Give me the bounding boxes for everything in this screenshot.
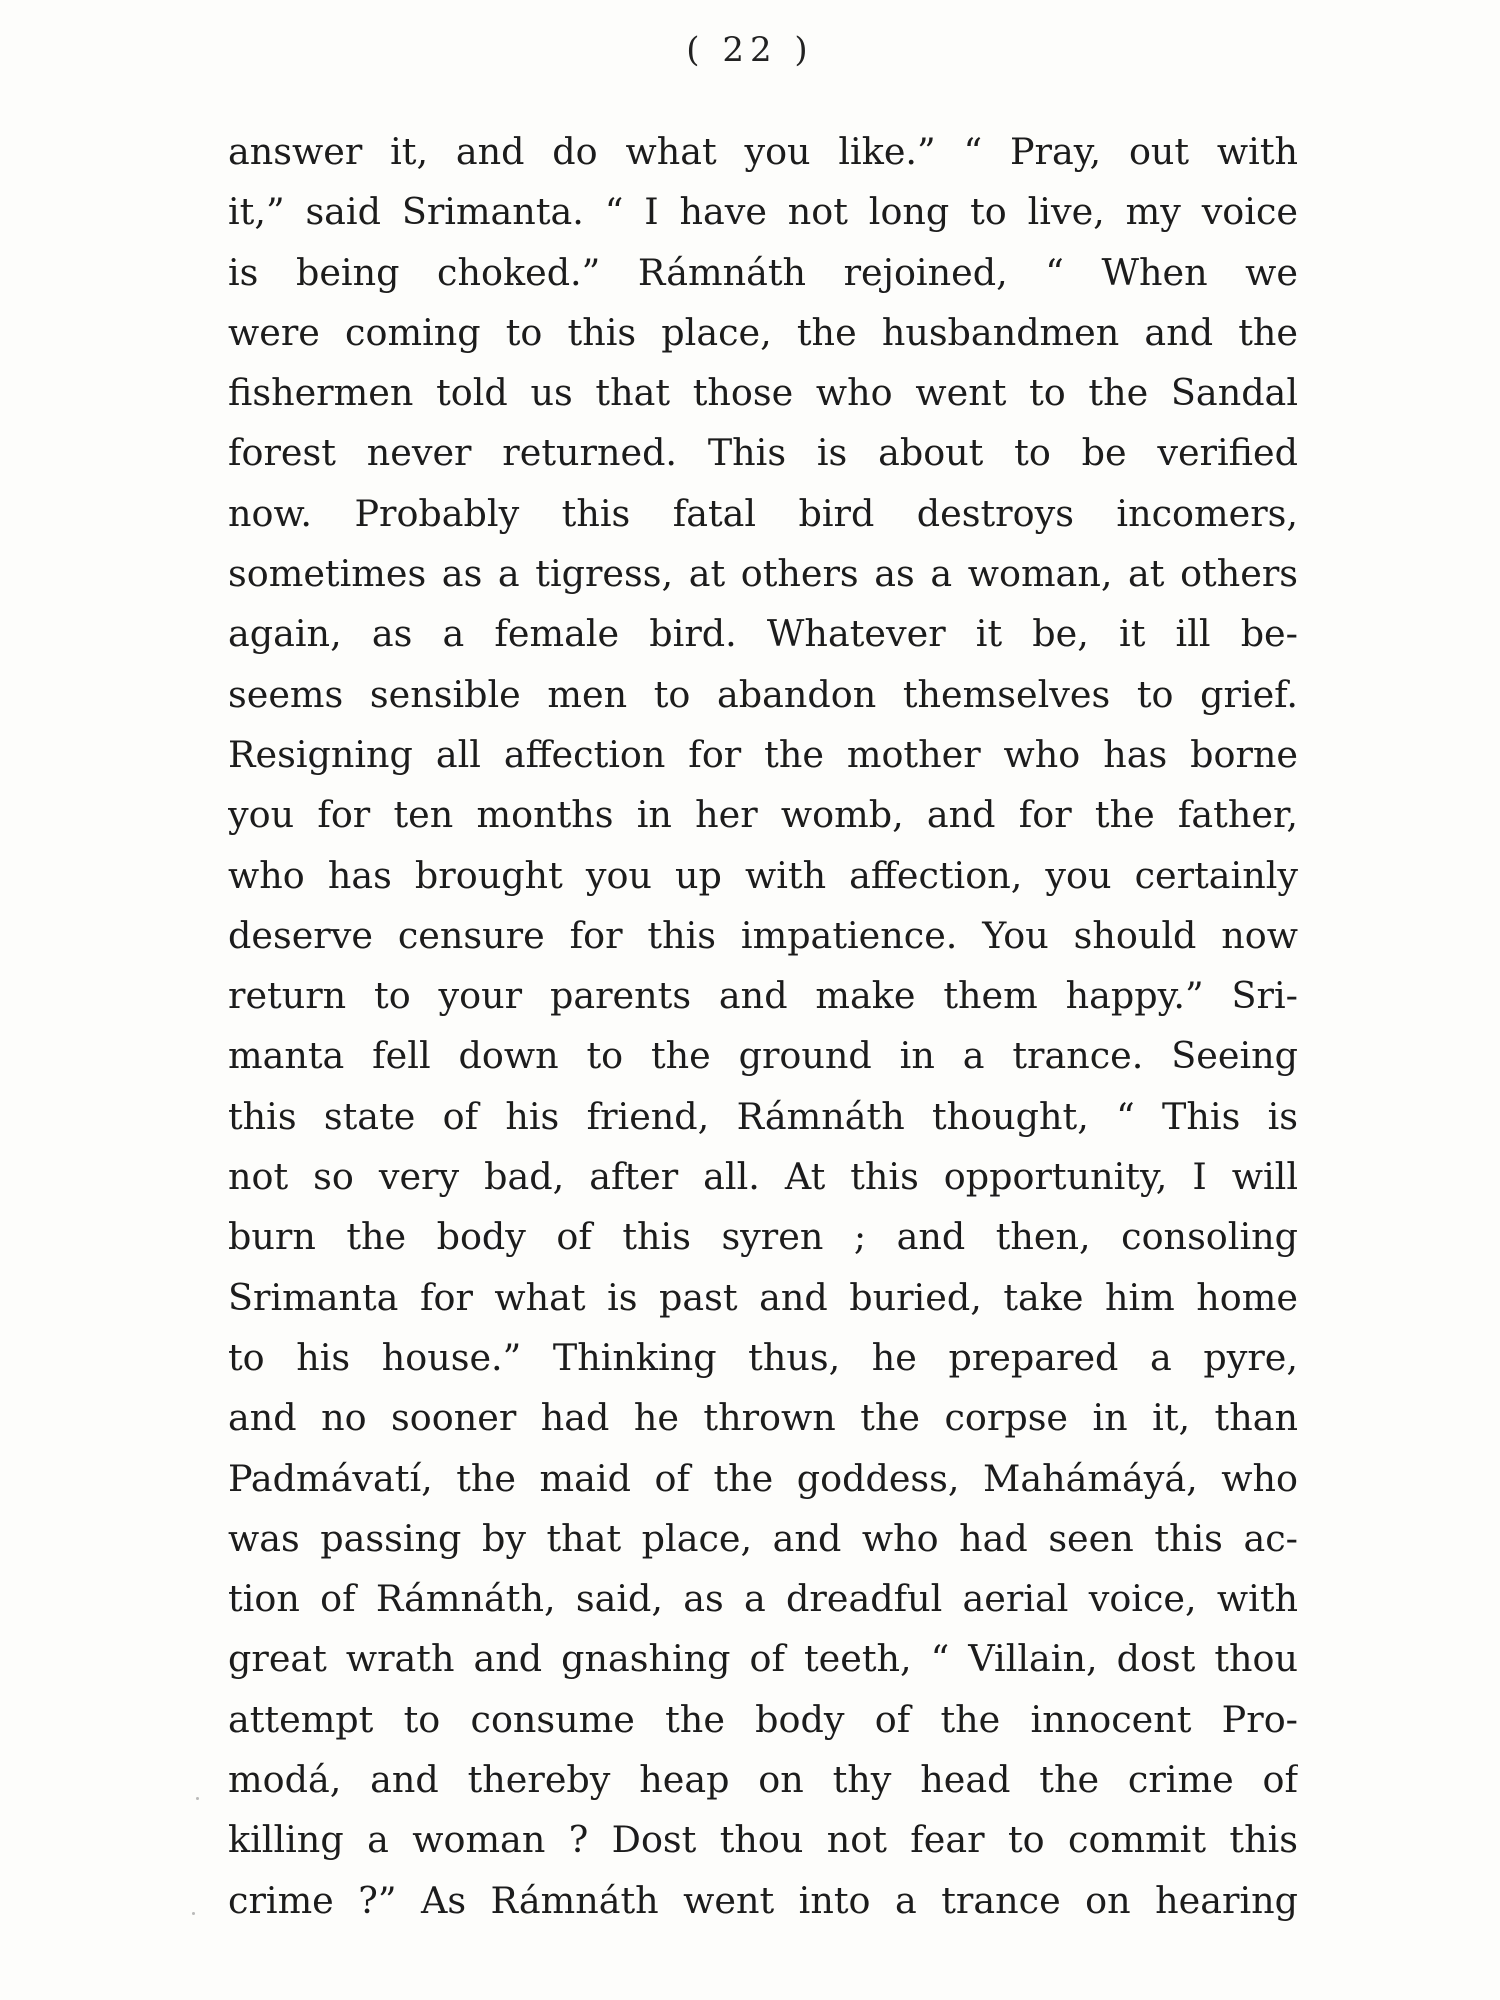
text-line: tion of Rámnáth, said, as a dreadful aerial voice, with xyxy=(228,1577,1298,1621)
text-line: return to your parents and make them happy.” Sri- xyxy=(228,974,1298,1018)
text-line: answer it, and do what you like.” “ Pray, out with xyxy=(228,130,1298,173)
text-line: was passing by that place, and who had seen this ac- xyxy=(228,1516,1298,1560)
text-line: sometimes as a tigress, at others as a woman, at others xyxy=(228,552,1298,596)
body-text xyxy=(228,122,1298,1931)
text-line: it,” said Srimanta. “ I have not long to live, my voice xyxy=(228,190,1298,234)
text-line: is being choked.” Rámnáth rejoined, “ When we xyxy=(228,250,1298,294)
text-line: not so very bad, after all. At this opportunity, I will xyxy=(228,1155,1298,1199)
text-line: forest never returned. This is about to be verified xyxy=(228,431,1298,475)
text-line: modá, and thereby heap on thy head the crime of xyxy=(228,1758,1298,1802)
text-line: this state of his friend, Rámnáth thought, “ This is xyxy=(228,1094,1298,1138)
text-line: Resigning all affection for the mother who has borne xyxy=(228,732,1298,776)
text-line: manta fell down to the ground in a trance. Seeing xyxy=(228,1034,1298,1078)
text-line: Srimanta for what is past and buried, take him home xyxy=(228,1275,1298,1319)
print-speck xyxy=(192,1912,195,1915)
print-speck xyxy=(196,1797,199,1800)
text-line: seems sensible men to abandon themselves to grief. xyxy=(228,672,1298,716)
text-line: crime ?” As Rámnáth went into a trance on hearing xyxy=(228,1878,1298,1922)
text-line: burn the body of this syren ; and then, consoling xyxy=(228,1215,1298,1259)
text-line: attempt to consume the body of the innocent Pro- xyxy=(228,1697,1298,1741)
text-line: were coming to this place, the husbandmen and the xyxy=(228,310,1298,354)
text-line: you for ten months in her womb, and for the father, xyxy=(228,793,1298,837)
text-line: now. Probably this fatal bird destroys incomers, xyxy=(228,491,1298,535)
text-line: Padmávatí, the maid of the goddess, Mahámáyá, who xyxy=(228,1456,1298,1500)
text-line: killing a woman ? Dost thou not fear to commit this xyxy=(228,1818,1298,1862)
text-line: fishermen told us that those who went to the Sandal xyxy=(228,371,1298,415)
text-line: again, as a female bird. Whatever it be, it ill be- xyxy=(228,612,1298,656)
text-line: great wrath and gnashing of teeth, “ Villain, dost thou xyxy=(228,1637,1298,1681)
text-line: and no sooner had he thrown the corpse in it, than xyxy=(228,1396,1298,1440)
text-line: to his house.” Thinking thus, he prepared a pyre, xyxy=(228,1335,1298,1379)
text-line: deserve censure for this impatience. You should now xyxy=(228,913,1298,957)
text-line: who has brought you up with affection, you certainly xyxy=(228,853,1298,897)
page-number: ( 22 ) xyxy=(686,30,814,70)
